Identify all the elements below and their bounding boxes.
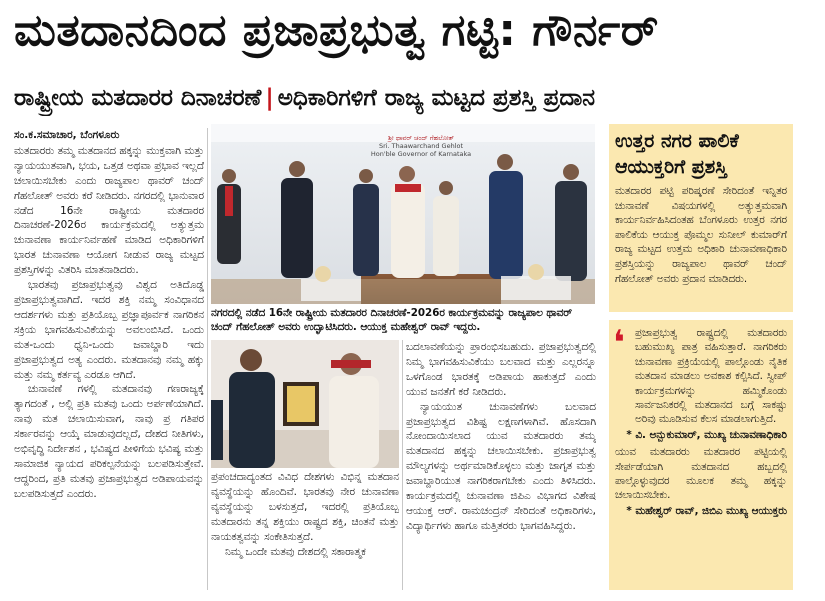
quote-1-text: ಪ್ರಜಾಪ್ರಭುತ್ವ ರಾಷ್ಟ್ರದಲ್ಲಿ ಮತದಾರರು ಬಹುಮುಖ್ಯ ಪಾತ್ರ ವಹಿಸುತ್ತಾರೆ. ನಾಗರಿಕರು ಚುನಾವಣಾ ಪ್ರಕ್ರಿಯೆಯಲ್ಲಿ ಪಾಲ್ಗೊಂಡು ನೈತಿಕ ಮತದಾನ ಮಾಡಲು ಅವಕಾಶ ಕಲ್ಪಿಸಿದೆ. ಸ್ವೀಪ್ ಕಾರ್ಯಕ್ರಮಗಳನ್ನು ಹಮ್ಮಿಕೊಂಡು ಸಾರ್ವಜನಿಕರಲ್ಲಿ ಮತದಾನದ ಬಗ್ಗೆ ಸಾಕಷ್ಟು ಅರಿವು ಮೂಡಿಸುವ ಕೆಲಸ ಮಾಡಲಾಗುತ್ತಿದೆ.	[635, 327, 787, 426]
col2-para-1: ಪ್ರಪಂಚದಾದ್ಯಂತದ ವಿವಿಧ ದೇಶಗಳು ವಿಭಿನ್ನ ಮತದಾನ ವ್ಯವಸ್ಥೆಯನ್ನು ಹೊಂದಿವೆ. ಭಾರತವು ನೇರ ಚುನಾವಣಾ ವ್ಯವಸ್ಥೆಯನ್ನು ಬಳಸುತ್ತದೆ, ಇದರಲ್ಲಿ ಪ್ರತಿಯೊಬ್ಬ ಮತದಾರನು ತನ್ನ ಶಕ್ತಿಯು ರಾಷ್ಟ್ರದ ಶಕ್ತಿ, ಚಿಂತನೆ ಮತ್ತು ನಾಯಕತ್ವವನ್ನು ಸಂಕೇತಿಸುತ್ತದೆ.	[211, 471, 399, 543]
col1-para-1: ಮತದಾರರು ತಮ್ಮ ಮತದಾನದ ಹಕ್ಕನ್ನು ಮುಕ್ತವಾಗಿ ಮತ್ತು ನ್ಯಾಯಯುತವಾಗಿ, ಭಯ, ಒತ್ತಡ ಅಥವಾ ಪ್ರಭಾವ ಇಲ್ಲದೆ ಚಲಾಯಿಸಬೇಕು ಎಂದು ರಾಜ್ಯಪಾಲ ಥಾವರ್ ಚಂದ್ ಗೆಹಲೋತ್ ಅವರು ಕರೆ ನೀಡಿದರು. ನಗರದಲ್ಲಿ ಭಾನುವಾರ ನಡೆದ 16ನೇ ರಾಷ್ಟ್ರೀಯ ಮತದಾರರ ದಿನಾಚರಣೆ-2026ರ ಕಾರ್ಯಕ್ರಮದಲ್ಲಿ ಅತ್ಯುತ್ತಮ ಚುನಾವಣಾ ಕಾರ್ಯನಿರ್ವಹಣೆ ಮಾಡಿದ ಅಧಿಕಾರಿಗಳಿಗೆ ಭಾರತ ಚುನಾವಣಾ ಆಯೋಗ ನೀಡುವ ರಾಜ್ಯ ಮಟ್ಟದ ಪ್ರಶಸ್ತಿಗಳನ್ನು ವಿತರಿಸಿ ಮಾತನಾಡಿದರು.	[14, 144, 204, 277]
article-column-1	[14, 128, 204, 590]
quote-1-sign: * ವಿ. ಅನ್ಬುಕುಮಾರ್, ಮುಖ್ಯ ಚುನಾವಣಾಧಿಕಾರಿ	[626, 428, 787, 441]
col3-para-1: ಬದಲಾವಣೆಯನ್ನು ಪ್ರಾರಂಭಿಸಬಹುದು. ಪ್ರಜಾಪ್ರಭುತ್ವದಲ್ಲಿ ನಿಮ್ಮ ಭಾಗವಹಿಸುವಿಕೆಯು ಬಲವಾದ ಮತ್ತು ಎಲ್ಲರನ್ನೂ ಒಳಗೊಂಡ ಭಾರತಕ್ಕೆ ಅಡಿಪಾಯ ಹಾಕುತ್ತದೆ ಎಂದು ಯುವ ಜನತೆಗೆ ಕರೆ ನೀಡಿದರು.	[406, 341, 596, 398]
col1-para-3: ಚುನಾವಣೆ ಗಳಲ್ಲಿ ಮತದಾನವು ಗಣರಾಜ್ಯಕ್ಕೆ ತ್ಯಾಗದಂತೆ , ಅಲ್ಲಿ ಪ್ರತಿ ಮತವು ಒಂದು ಅರ್ಪಣೆಯಾಗಿದೆ. ನಾವು ಮತ ಚಲಾಯಿಸುವಾಗ, ನಾವು ಪ್ರ ಗತಿಪರ ಸರ್ಕಾರವನ್ನು ಆಯ್ಕೆ ಮಾಡುವುದಲ್ಲದೆ, ದೇಶದ ನೀತಿಗಳು, ಅಭಿವೃದ್ಧಿ ನಿರ್ದೇಶನ , ಭವಿಷ್ಯದ ಪೀಳಿಗೆಯ ಭವಿಷ್ಯ ಮತ್ತು ಸಾಮಾಜಿಕ ನ್ಯಾಯದ ಪರಿಕಲ್ಪನೆಯನ್ನು ಬಲಪಡಿಸುತ್ತೇವೆ. ಆದ್ದರಿಂದ, ಪ್ರತಿ ಮತವು ಪ್ರಜಾಪ್ರಭುತ್ವದ ಅಡಿಪಾಯವನ್ನು ಬಲಪಡಿಸುತ್ತದೆ ಎಂದರು.	[14, 383, 204, 500]
subheadline	[14, 82, 804, 116]
main-photo	[211, 124, 595, 304]
banner-line-2: Sri. Thaawarchand Gehlot	[378, 142, 464, 150]
sidebox-body: ಮತದಾರರ ಪಟ್ಟಿ ಪರಿಷ್ಕರಣೆ ಸೇರಿದಂತೆ ಇನ್ನಿತರ ಚುನಾವಣೆ ವಿಷಯಗಳಲ್ಲಿ ಅತ್ಯುತ್ತಮವಾಗಿ ಕಾರ್ಯನಿರ್ವಹಿಸಿದಂತಹ ಬೆಂಗಳೂರು ಉತ್ತರ ನಗರ ಪಾಲಿಕೆಯ ಆಯುಕ್ತ ಪೊಮ್ಮಲ ಸುನೀಲ್ ಕುಮಾರ್‌ಗೆ ರಾಜ್ಯ ಮಟ್ಟದ ಉತ್ತಮ ಅಧಿಕಾರಿ ಚುನಾವಣಾಧಿಕಾರಿ ಪ್ರಶಸ್ತಿಯನ್ನು ರಾಜ್ಯಪಾಲ ಥಾವರ್ ಚಂದ್ ಗೆಹಲೋತ್ ಅವರು ಪ್ರದಾನ ಮಾಡಿದರು.	[615, 185, 787, 285]
col1-para-2: ಭಾರತವು ಪ್ರಜಾಪ್ರಭುತ್ವವು ವಿಶ್ವದ ಅತಿದೊಡ್ಡ ಪ್ರಜಾಪ್ರಭುತ್ವವಾಗಿದೆ. ಇದರ ಶಕ್ತಿ ನಮ್ಮ ಸಂವಿಧಾನದ ಆದರ್ಶಗಳು ಮತ್ತು ಪ್ರತಿಯೊಬ್ಬ ಪ್ರಜ್ಞಾಪೂರ್ವಕ ನಾಗರಿಕನ ಸಕ್ರಿಯ ಭಾಗವಹಿಸುವಿಕೆಯನ್ನು ಅವಲಂಬಿಸಿದೆ. ಒಂದು ಮತ-ಒಂದು ಧ್ವನಿ-ಒಂದು ಜವಾಬ್ದಾರಿ ಇದು ಪ್ರಜಾಪ್ರಭುತ್ವದ ಅತ್ಯ ಎಂದರು. ಮತದಾನವು ನಮ್ಮ ಹಕ್ಕು ಮತ್ತು ನಮ್ಮ ಕರ್ತವ್ಯ ಎರಡೂ ಆಗಿದೆ.	[14, 279, 204, 381]
col2-para-2: ನಿಮ್ಮ ಒಂದೇ ಮತವು ದೇಶದಲ್ಲಿ ಸಕಾರಾತ್ಮಕ	[225, 545, 366, 558]
article-column-3	[406, 340, 596, 590]
award-sidebox	[609, 124, 793, 312]
article-column-2	[211, 470, 399, 590]
sidebox-title: ಉತ್ತರ ನಗರ ಪಾಲಿಕೆ ಆಯುಕ್ತರಿಗೆ ಪ್ರಶಸ್ತಿ	[615, 130, 739, 178]
award-photo-image	[211, 340, 399, 468]
banner-line-1: ಶ್ರೀ ಥಾವರ್ ಚಂದ್ ಗೆಹಲೋತ್	[387, 134, 455, 142]
col3-para-2: ನ್ಯಾಯಯುತ ಚುನಾವಣೆಗಳು ಬಲವಾದ ಪ್ರಜಾಪ್ರಭುತ್ವದ ವಿಶಿಷ್ಟ ಲಕ್ಷಣಗಳಾಗಿವೆ. ಹೊಸದಾಗಿ ನೋಂದಾಯಿಸಲಾದ ಯುವ ಮತದಾರರು ತಮ್ಮ ಮತದಾನದ ಹಕ್ಕನ್ನು ಚಲಾಯಿಸಬೇಕು. ಪ್ರಜಾಪ್ರಭುತ್ವ ಮೌಲ್ಯಗಳನ್ನು ಅರ್ಥಮಾಡಿಕೊಳ್ಳಲು ಮತ್ತು ಜಾಗೃತ ಮತ್ತು ಜವಾಬ್ದಾರಿಯುತ ನಾಗರಿಕರಾಗಬೇಕು ಎಂದು ತಿಳಿಸಿದರು. ಕಾರ್ಯಕ್ರಮದಲ್ಲಿ ಚುನಾವಣಾ ಜಿಪಿಎ ವಿಭಾಗದ ವಿಶೇಷ ಆಯುಕ್ತ ಆರ್. ರಾಮಚಂದ್ರನ್ ಸೇರಿದಂತೆ ಅಧಿಕಾರಿಗಳು, ವಿದ್ಯಾರ್ಥಿಗಳು ಹಾಗೂ ಮತ್ತಿತರರು ಭಾಗವಹಿಸಿದ್ದರು.	[406, 400, 596, 532]
column-divider	[207, 128, 208, 590]
photo-banner	[331, 134, 511, 158]
subheadline-left: ರಾಷ್ಟ್ರೀಯ ಮತದಾರರ ದಿನಾಚರಣೆ	[14, 85, 262, 111]
banner-line-3: Hon'ble Governor of Karnataka	[370, 150, 472, 158]
quote-mark-icon: ❛	[613, 323, 625, 363]
byline: ಸಂ.ಕ.ಸಮಾಚಾರ, ಬೆಂಗಳೂರು	[14, 129, 120, 141]
main-photo-caption: ನಗರದಲ್ಲಿ ನಡೆದ 16ನೇ ರಾಷ್ಟ್ರೀಯ ಮತದಾರರ ದಿನಾಚರಣೆ-2026ರ ಕಾರ್ಯಕ್ರಮವನ್ನು ರಾಜ್ಯಪಾಲ ಥಾವರ್ ಚಂದ್ ಗೆಹಲೋತ್ ಅವರು ಉದ್ಘಾಟಿಸಿದರು. ಆಯುಕ್ತ ಮಹೇಶ್ವರ್ ರಾವ್ ಇದ್ದರು.	[211, 307, 573, 333]
subheadline-right: ಅಧಿಕಾರಿಗಳಿಗೆ ರಾಜ್ಯ ಮಟ್ಟದ ಪ್ರಶಸ್ತಿ ಪ್ರದಾನ	[277, 85, 596, 111]
award-photo	[211, 340, 399, 468]
quote-box	[609, 320, 793, 590]
subheadline-separator: |	[265, 85, 274, 111]
column-divider-2	[402, 340, 403, 590]
headline: ಮತದಾನದಿಂದ ಪ್ರಜಾಪ್ರಭುತ್ವ ಗಟ್ಟಿ: ಗೌರ್ನರ್	[14, 5, 659, 56]
quote-2-sign: * ಮಹೇಶ್ವರ್ ರಾವ್, ಜಿಬಿಎ ಮುಖ್ಯ ಆಯುಕ್ತರು	[626, 504, 787, 517]
quote-2-text: ಯುವ ಮತದಾರರು ಮತದಾರರ ಪಟ್ಟಿಯಲ್ಲಿ ಸೇರ್ಪಡೆಯಾಗಿ ಮತದಾನದ ಹಬ್ಬದಲ್ಲಿ ಪಾಲ್ಗೊಳ್ಳುವುದರ ಮೂಲಕ ತಮ್ಮ ಹಕ್ಕನ್ನು ಚಲಾಯಿಸಬೇಕು.	[615, 446, 787, 502]
